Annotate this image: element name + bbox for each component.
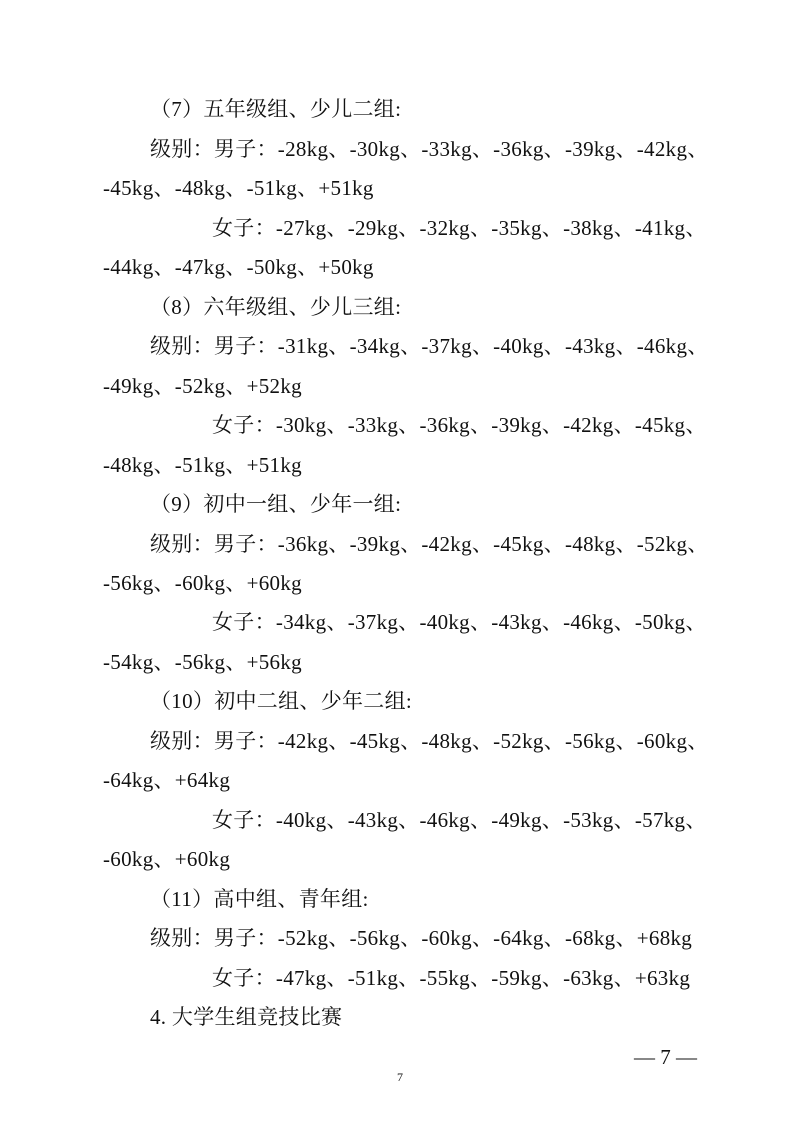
junior1-female-line-cont: -54kg、-56kg、+56kg — [103, 650, 302, 674]
grade6-male-line: 级别：男子：-31kg、-34kg、-37kg、-40kg、-43kg、-46kg、 — [150, 334, 709, 358]
junior1-male-line: 级别：男子：-36kg、-39kg、-42kg、-45kg、-48kg、-52kg、 — [150, 532, 709, 556]
junior2-female-line: 女子：-40kg、-43kg、-46kg、-49kg、-53kg、-57kg、 — [212, 808, 707, 832]
grade5-female-line-cont: -44kg、-47kg、-50kg、+50kg — [103, 255, 374, 279]
page-number: 7 — [397, 1070, 403, 1084]
heading-senior: （11）高中组、青年组: — [150, 887, 369, 911]
heading-grade6: （8）六年级组、少儿三组: — [150, 295, 402, 319]
grade5-male-line: 级别：男子：-28kg、-30kg、-33kg、-36kg、-39kg、-42kg、 — [150, 137, 709, 161]
heading-junior2: （10）初中二组、少年二组: — [150, 689, 413, 713]
junior1-male-line-cont: -56kg、-60kg、+60kg — [103, 571, 302, 595]
heading-university: 4. 大学生组竞技比赛 — [150, 1005, 343, 1029]
page-marker: — 7 — — [634, 1045, 697, 1069]
grade6-female-line: 女子：-30kg、-33kg、-36kg、-39kg、-42kg、-45kg、 — [212, 413, 707, 437]
grade5-male-line-cont: -45kg、-48kg、-51kg、+51kg — [103, 176, 374, 200]
grade5-female-line: 女子：-27kg、-29kg、-32kg、-35kg、-38kg、-41kg、 — [212, 216, 707, 240]
junior2-male-line: 级别：男子：-42kg、-45kg、-48kg、-52kg、-56kg、-60kg、 — [150, 729, 709, 753]
grade6-male-line-cont: -49kg、-52kg、+52kg — [103, 374, 302, 398]
heading-junior1: （9）初中一组、少年一组: — [150, 492, 402, 516]
senior-male-line: 级别：男子：-52kg、-56kg、-60kg、-64kg、-68kg、+68kg — [150, 926, 693, 950]
heading-grade5: （7）五年级组、少儿二组: — [150, 97, 402, 121]
junior2-male-line-cont: -64kg、+64kg — [103, 768, 231, 792]
junior2-female-line-cont: -60kg、+60kg — [103, 847, 231, 871]
senior-female-line: 女子：-47kg、-51kg、-55kg、-59kg、-63kg、+63kg — [212, 966, 691, 990]
junior1-female-line: 女子：-34kg、-37kg、-40kg、-43kg、-46kg、-50kg、 — [212, 610, 707, 634]
grade6-female-line-cont: -48kg、-51kg、+51kg — [103, 453, 302, 477]
